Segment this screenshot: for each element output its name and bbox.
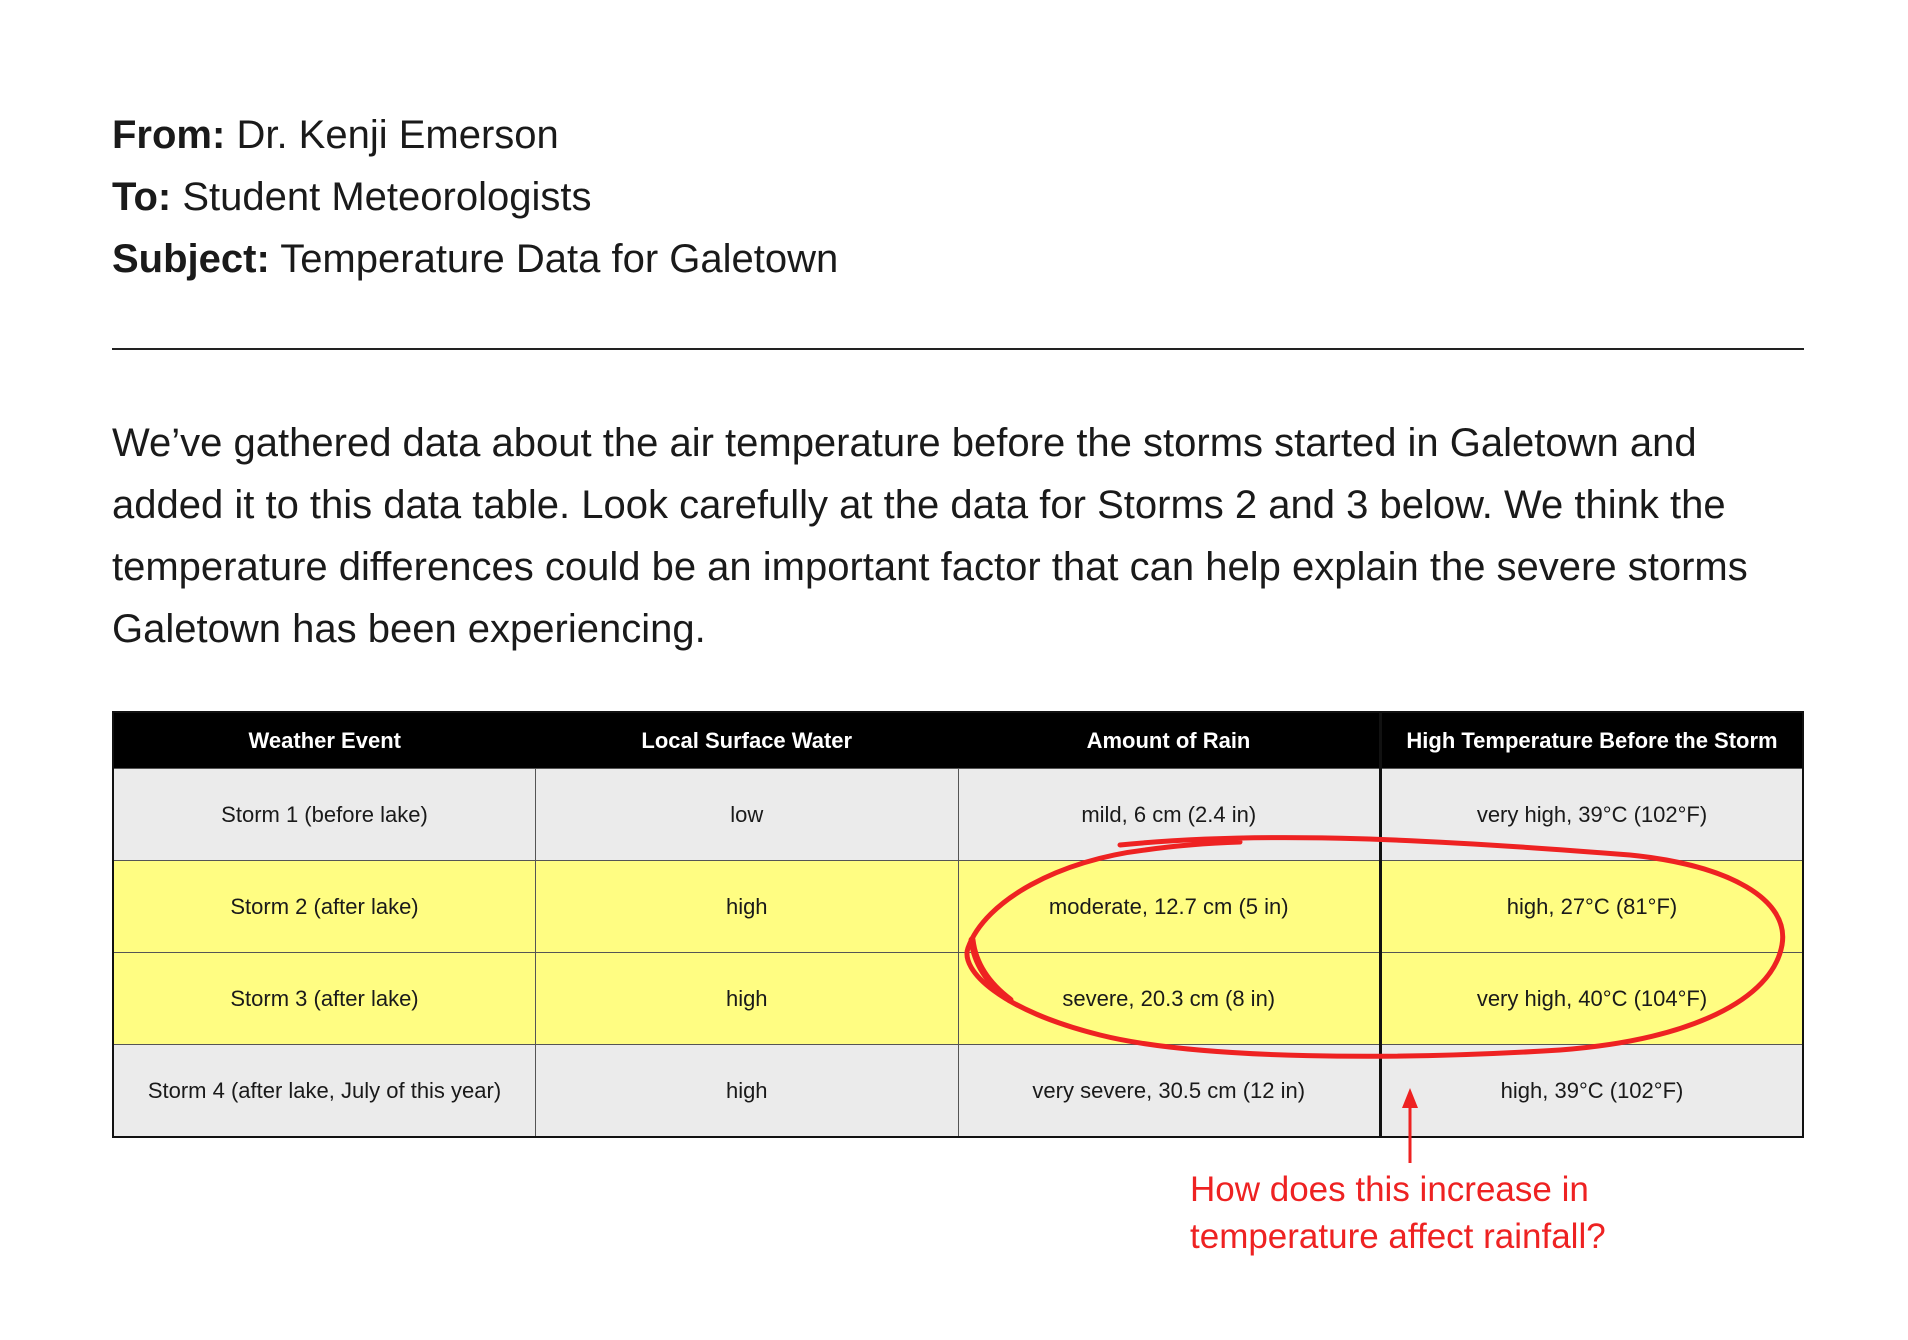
cell-surface-water: low bbox=[536, 769, 959, 861]
cell-temperature: very high, 40°C (104°F) bbox=[1381, 953, 1804, 1045]
cell-rain: severe, 20.3 cm (8 in) bbox=[958, 953, 1381, 1045]
table-row bbox=[113, 769, 1803, 861]
data-table-container bbox=[112, 711, 1804, 1138]
header-high-temperature: High Temperature Before the Storm bbox=[1381, 712, 1804, 769]
subject-label: Subject: bbox=[112, 237, 270, 281]
cell-temperature: very high, 39°C (102°F) bbox=[1381, 769, 1804, 861]
annotation-line-1: How does this increase in bbox=[1190, 1170, 1589, 1209]
annotation-note bbox=[1190, 1166, 1606, 1260]
table-row bbox=[113, 1045, 1803, 1138]
memo-subject bbox=[112, 228, 838, 290]
table-row bbox=[113, 861, 1803, 953]
subject-value: Temperature Data for Galetown bbox=[280, 237, 839, 281]
cell-weather-event: Storm 2 (after lake) bbox=[113, 861, 536, 953]
cell-weather-event: Storm 3 (after lake) bbox=[113, 953, 536, 1045]
to-value: Student Meteorologists bbox=[182, 175, 592, 219]
annotation-line-2: temperature affect rainfall? bbox=[1190, 1217, 1606, 1256]
table-row bbox=[113, 953, 1803, 1045]
cell-temperature: high, 39°C (102°F) bbox=[1381, 1045, 1804, 1138]
cell-rain: mild, 6 cm (2.4 in) bbox=[958, 769, 1381, 861]
cell-surface-water: high bbox=[536, 861, 959, 953]
from-label: From: bbox=[112, 113, 226, 157]
cell-temperature: high, 27°C (81°F) bbox=[1381, 861, 1804, 953]
from-value: Dr. Kenji Emerson bbox=[236, 113, 559, 157]
memo-from bbox=[112, 104, 838, 166]
memo-header bbox=[112, 104, 838, 290]
cell-weather-event: Storm 4 (after lake, July of this year) bbox=[113, 1045, 536, 1138]
header-local-surface-water: Local Surface Water bbox=[536, 712, 959, 769]
memo-to bbox=[112, 166, 838, 228]
header-weather-event: Weather Event bbox=[113, 712, 536, 769]
to-label: To: bbox=[112, 175, 172, 219]
divider bbox=[112, 348, 1804, 350]
cell-surface-water: high bbox=[536, 953, 959, 1045]
cell-surface-water: high bbox=[536, 1045, 959, 1138]
intro-paragraph: We’ve gathered data about the air temperature before the storms started in Galetown and added it to this data table. Look carefully at the data for Storms 2 and 3 below. We think the temperature differences could be an important factor that can help explain the severe storms Galetown has been experiencing. bbox=[112, 421, 1748, 651]
cell-weather-event: Storm 1 (before lake) bbox=[113, 769, 536, 861]
cell-rain: very severe, 30.5 cm (12 in) bbox=[958, 1045, 1381, 1138]
storm-data-table bbox=[112, 711, 1804, 1138]
cell-rain: moderate, 12.7 cm (5 in) bbox=[958, 861, 1381, 953]
header-amount-of-rain: Amount of Rain bbox=[958, 712, 1381, 769]
table-header-row bbox=[113, 712, 1803, 769]
